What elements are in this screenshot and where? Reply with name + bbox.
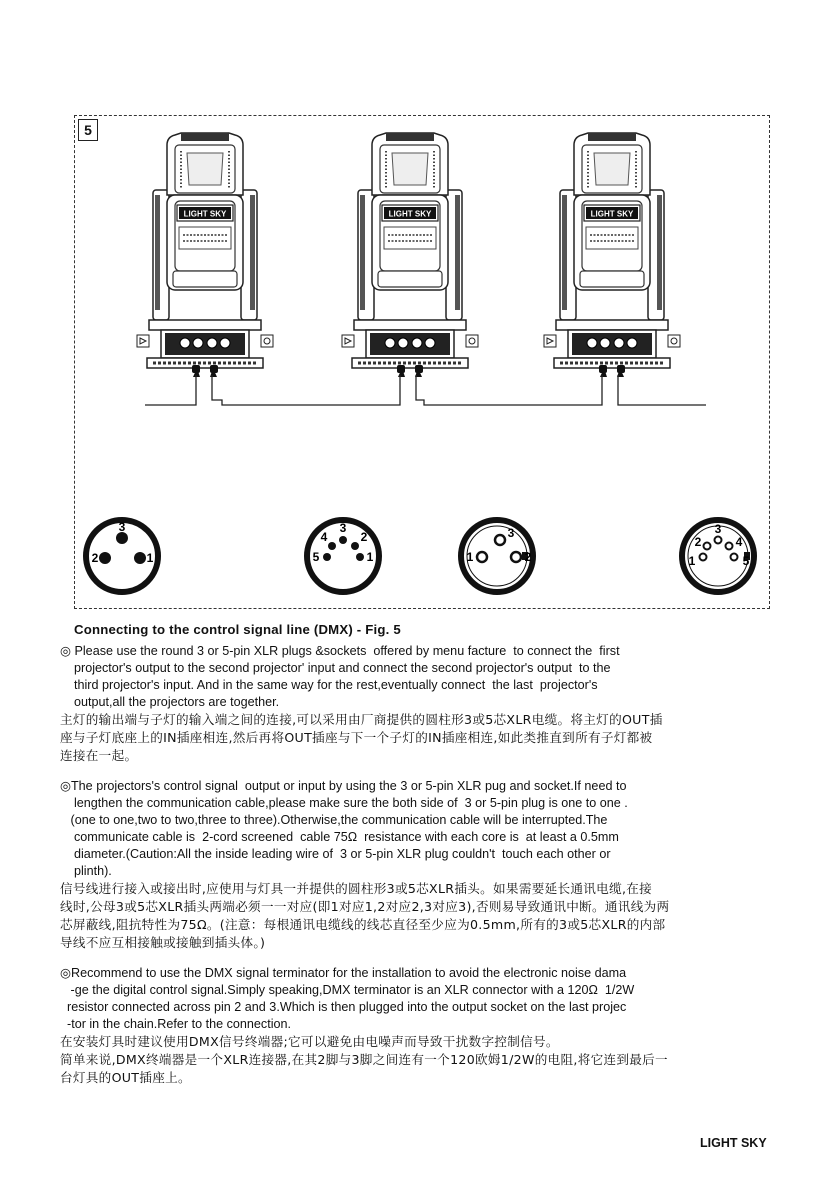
en-line: third projector's input. And in the same way for the rest,eventually connect the last projector's	[60, 678, 598, 692]
en-line: output,all the projectors are together.	[60, 695, 280, 709]
pin-3-label: 3	[118, 520, 126, 534]
en-line: ◎The projectors's control signal output or input by using the 3 or 5-pin XLR pug and socket.If need to	[60, 779, 627, 793]
pin-1-label: 1	[466, 550, 474, 564]
zh-line: 在安装灯具时建议使用DMX信号终端器;它可以避免由电噪声而导致干扰数字控制信号。	[60, 1034, 559, 1049]
figure-number: 5	[78, 119, 98, 141]
pin-2-label: 2	[360, 530, 368, 544]
pin-2-label: 2	[694, 535, 702, 549]
zh-line: 线时,公母3或5芯XLR插头两端必须一一对应(即1对应1,2对应2,3对应3),否则易导致通讯中断。通讯线为两	[60, 899, 670, 914]
zh-line: 导线不应互相接触或接触到插头体。)	[60, 935, 266, 950]
en-line: plinth).	[60, 864, 112, 878]
pin-2-label: 2	[91, 551, 99, 565]
pin-2-label: 2	[524, 550, 532, 564]
pin-1-label: 1	[366, 550, 374, 564]
pin-4-label: 4	[320, 530, 328, 544]
pin-3-label: 3	[714, 522, 722, 536]
figure-frame	[74, 115, 770, 609]
en-line: ◎ Please use the round 3 or 5-pin XLR plugs &sockets offered by menu facture to connect the first	[60, 644, 620, 658]
zh-line: 座与子灯底座上的IN插座相连,然后再将OUT插座与下一个子灯的IN插座相连,如此类推直到所有子灯都被	[60, 730, 653, 745]
paragraph-output-input-connection	[60, 643, 772, 765]
zh-line: 主灯的输出端与子灯的输入端之间的连接,可以采用由厂商提供的圆柱形3或5芯XLR电缆。将主灯的OUT插	[60, 712, 663, 727]
en-line: communicate cable is 2-cord screened cable 75Ω resistance with each core is at least a 0.5mm	[60, 830, 619, 844]
pin-1-label: 1	[146, 551, 154, 565]
en-line: -tor in the chain.Refer to the connection.	[60, 1017, 292, 1031]
pin-3-label: 3	[339, 521, 347, 535]
pin-5-label: 5	[312, 550, 320, 564]
paragraph-cable-requirements	[60, 778, 772, 952]
en-line: ◎Recommend to use the DMX signal terminator for the installation to avoid the electronic noise dama	[60, 966, 627, 980]
zh-line: 芯屏蔽线,阻抗特性为75Ω。(注意：每根通讯电缆线的线芯直径至少应为0.5mm,所有的3或5芯XLR的内部	[60, 917, 666, 932]
zh-line: 连接在一起。	[60, 748, 138, 763]
en-line: resistor connected across pin 2 and 3.Which is then plugged into the output socket on the last projec	[60, 1000, 627, 1014]
en-line: projector's output to the second projector' input and connect the second projector's output to the	[60, 661, 611, 675]
pin-4-label: 4	[735, 535, 743, 549]
brand-footer: LIGHT SKY	[700, 1136, 767, 1150]
pin-3-label: 3	[507, 526, 515, 540]
en-line: lengthen the communication cable,please make sure the both side of 3 or 5-pin plug is one to one .	[60, 796, 628, 810]
en-line: diameter.(Caution:All the inside leading wire of 3 or 5-pin XLR plug couldn't touch each other or	[60, 847, 611, 861]
zh-line: 台灯具的OUT插座上。	[60, 1070, 191, 1085]
figure-caption: Connecting to the control signal line (DMX) - Fig. 5	[74, 622, 401, 637]
en-line: -ge the digital control signal.Simply speaking,DMX terminator is an XLR connector with a 120Ω 1/2W	[60, 983, 635, 997]
en-line: (one to one,two to two,three to three).Otherwise,the communication cable will be interrupted.The	[60, 813, 608, 827]
paragraph-dmx-terminator	[60, 965, 772, 1087]
zh-line: 简单来说,DMX终端器是一个XLR连接器,在其2脚与3脚之间连有一个120欧姆1/2W的电阻,将它连到最后一	[60, 1052, 668, 1067]
pin-1-label: 1	[688, 554, 696, 568]
pin-5-label: 5	[742, 554, 750, 568]
zh-line: 信号线进行接入或接出时,应使用与灯具一并提供的圆柱形3或5芯XLR插头。如果需要延长通讯电缆,在接	[60, 881, 653, 896]
